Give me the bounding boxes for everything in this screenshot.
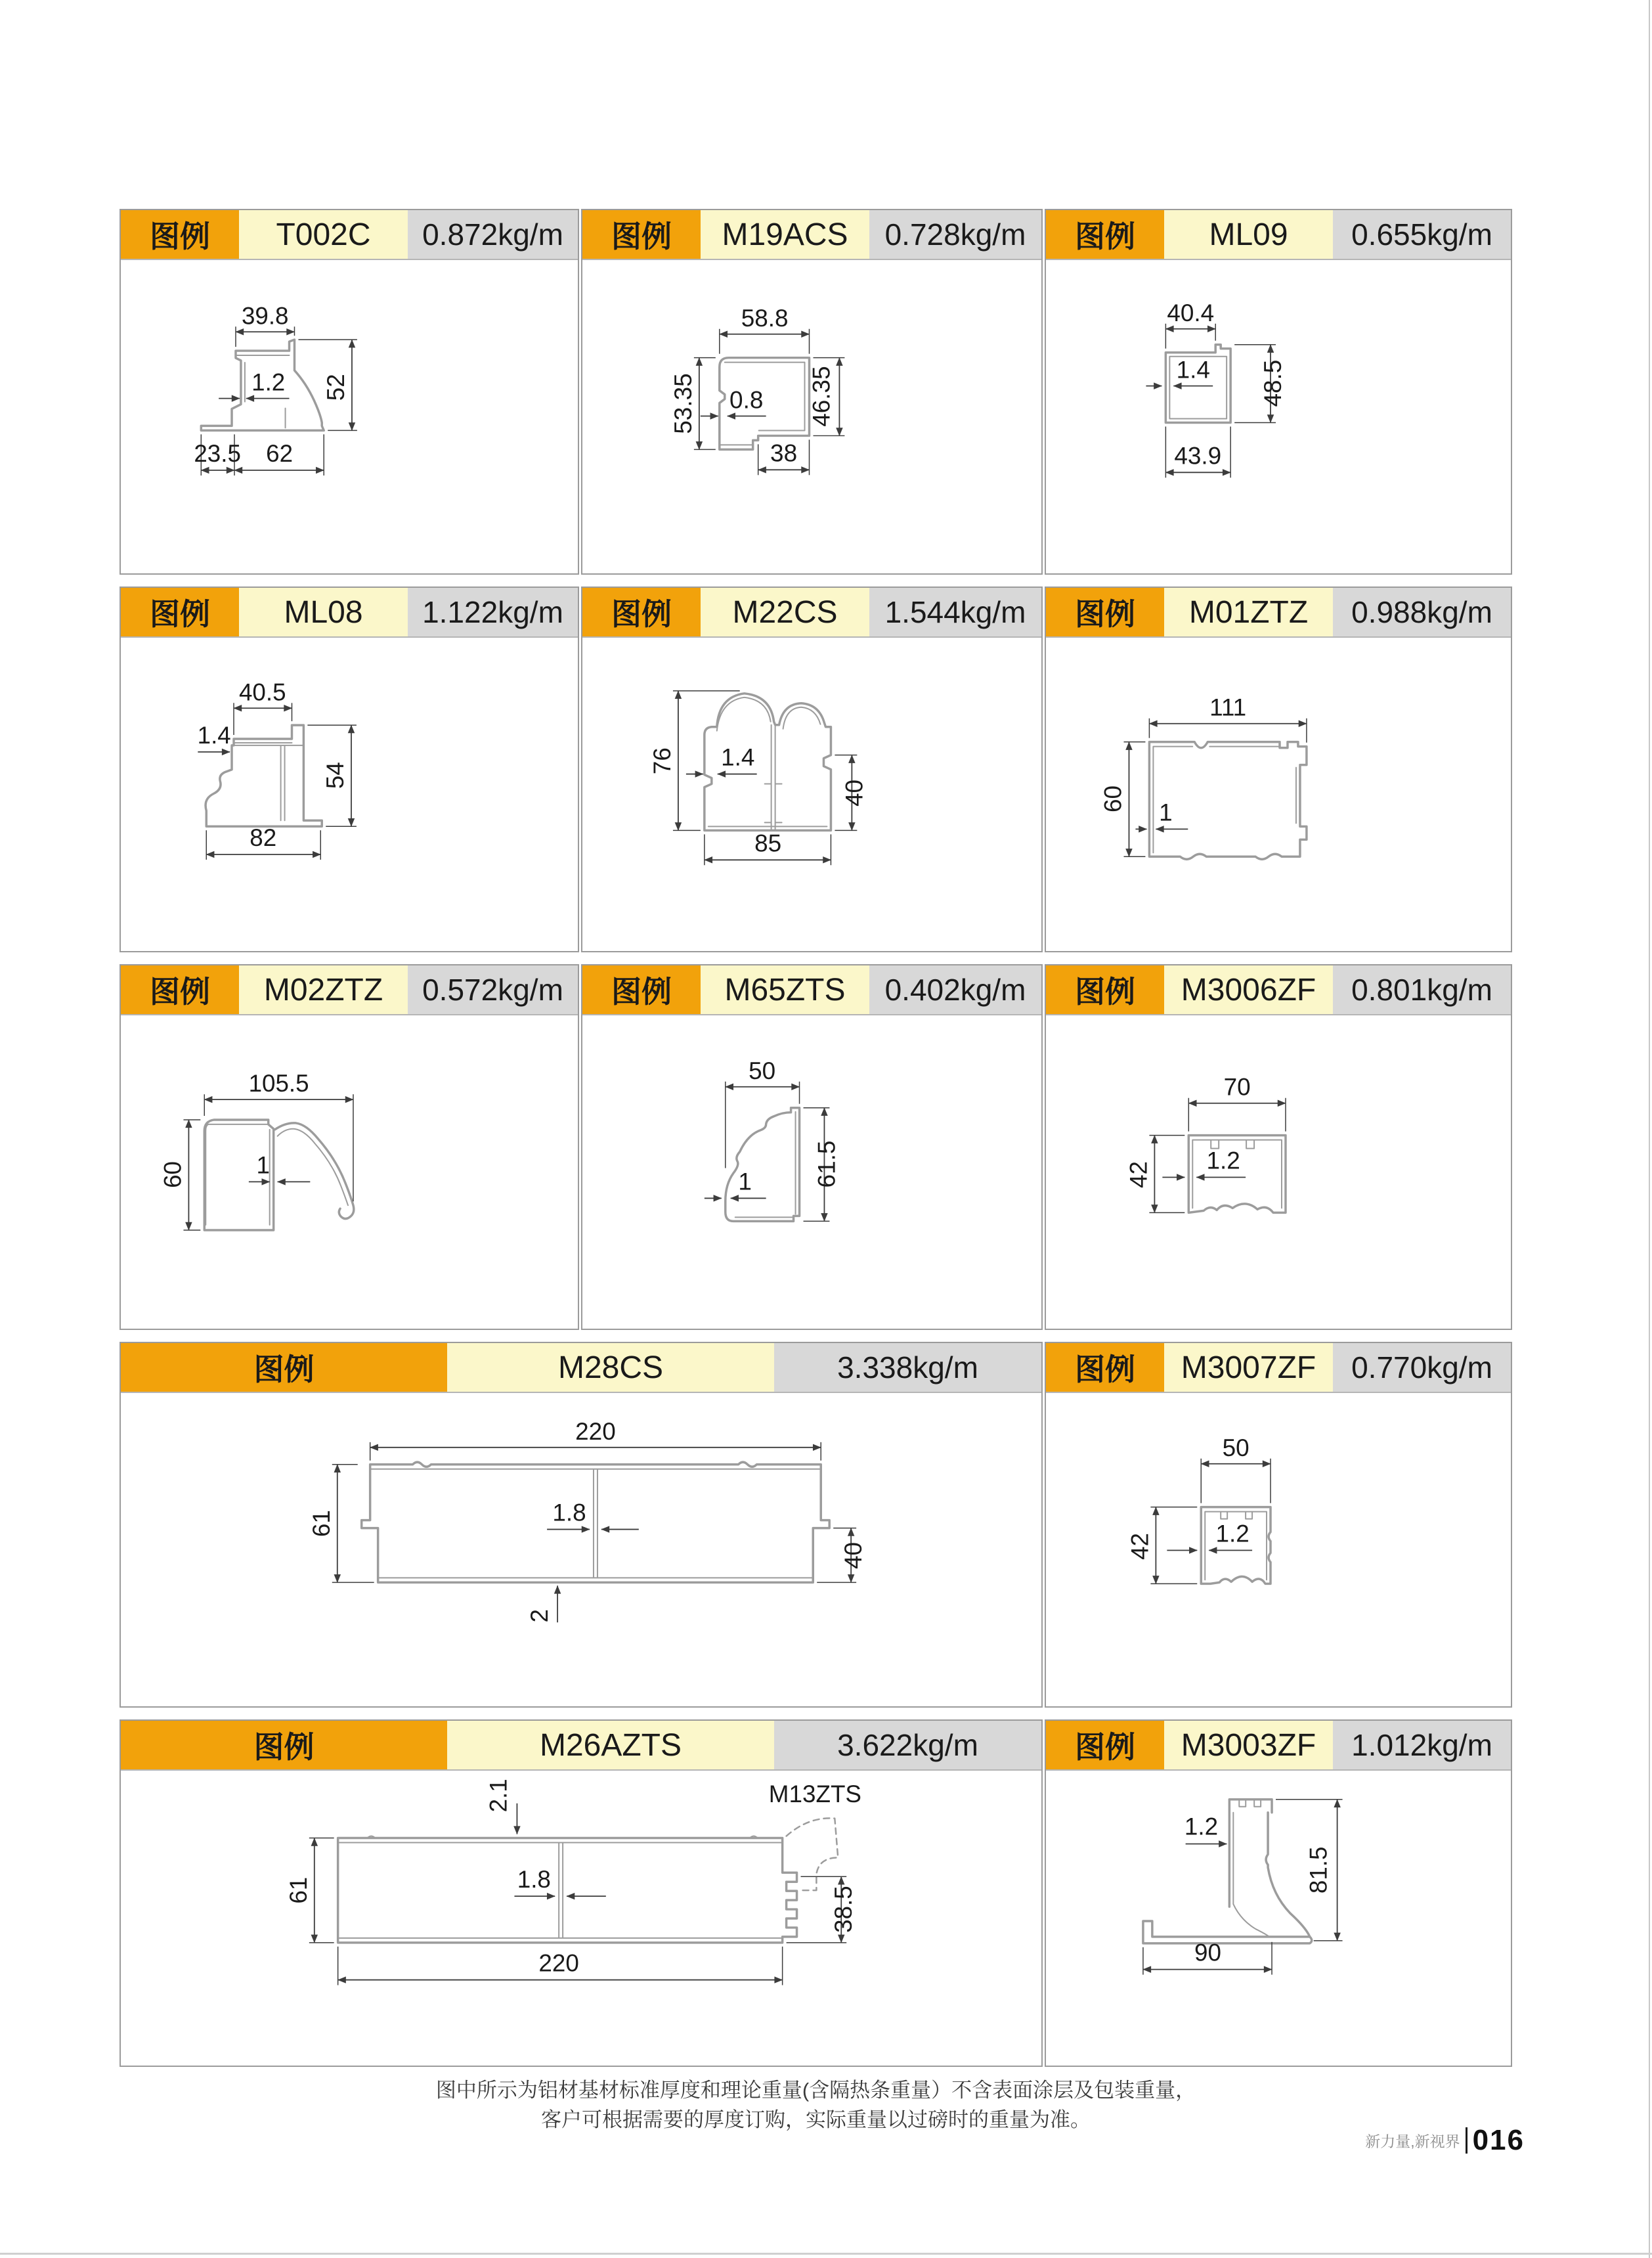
profile-cell-m26azts [120,1719,1043,2067]
dim-wall: 1.8 [517,1866,551,1893]
weight-value: 0.402kg/m [869,965,1041,1014]
profile-drawing-m3003zf [1046,1769,1511,2066]
model-code: M3003ZF [1164,1721,1333,1769]
model-code: M26AZTS [447,1721,774,1769]
dim-wall: 1 [738,1168,752,1195]
dim-bottom-left: 23.5 [194,440,241,468]
profile-cell-m3006zf [1045,964,1512,1330]
dimension-lines [1143,1800,1343,1975]
weight-value: 0.572kg/m [408,965,578,1014]
model-code: M19ACS [701,210,869,259]
legend-label: 图例 [1046,1721,1164,1769]
dim-top-wall: 2.1 [485,1779,512,1813]
profile-outline [1149,742,1307,860]
dim-right-height: 48.5 [1259,359,1286,407]
cell-header [1046,1721,1511,1771]
dim-wall: 1.2 [1215,1520,1250,1547]
drawing-area [121,259,578,573]
dimension-lines [194,302,357,476]
dimension-lines [1125,1074,1286,1213]
dim-right-height: 81.5 [1305,1846,1332,1894]
dim-wall: 1.4 [197,721,231,749]
dim-height: 52 [322,374,350,401]
dim-bottom-width: 62 [266,440,293,468]
profile-cell-t002c [120,209,579,575]
cell-header [1046,1343,1511,1393]
dim-wall: 1.2 [1206,1147,1240,1174]
legend-label: 图例 [121,1721,447,1769]
dimension-lines [649,691,867,865]
dim-right-height: 61.5 [813,1140,840,1188]
cell-header [1046,210,1511,260]
weight-value: 3.622kg/m [774,1721,1041,1769]
profile-drawing-m02ztz [121,1014,578,1329]
footer-line1: 图中所示为铝材基材标准厚度和理论重量(含隔热条重量）不含表面涂层及包装重量， [435,2079,1196,2102]
dimension-lines [1100,694,1307,857]
weight-value: 0.872kg/m [408,210,578,259]
weight-value: 1.012kg/m [1333,1721,1511,1769]
model-code: M3007ZF [1164,1343,1333,1392]
dim-top-width: 40.4 [1167,299,1215,326]
dim-bottom-width: 90 [1194,1939,1221,1966]
profile-outline [362,1462,830,1582]
page-footer-brand [1182,2124,1525,2157]
dim-right-height: 46.35 [808,366,835,427]
model-code: M01ZTZ [1164,588,1333,636]
dim-left-height: 61 [307,1510,335,1538]
cell-header [121,1721,1041,1771]
legend-label: 图例 [582,210,701,259]
profile-drawing-ml09 [1046,259,1511,573]
legend-label: 图例 [121,588,239,636]
dim-top-width: 111 [1209,694,1247,721]
profile-cell-m65zts [581,964,1043,1330]
profile-cell-ml09 [1045,209,1512,575]
profile-outline [338,1818,838,1942]
weight-value: 0.728kg/m [869,210,1041,259]
legend-label: 图例 [121,210,239,259]
profile-cell-m02ztz [120,964,579,1330]
dim-bottom-width: 38 [770,439,798,467]
legend-label: 图例 [1046,210,1164,259]
drawing-area [1046,1392,1511,1706]
cell-header [121,588,578,638]
dim-top-width: 39.8 [241,302,289,330]
dim-wall: 1 [256,1151,270,1179]
drawing-area [582,636,1041,951]
mating-profile-label: M13ZTS [768,1780,862,1807]
weight-value: 1.122kg/m [408,588,578,636]
dimension-lines [285,1779,861,1985]
profile-cell-m28cs [120,1342,1043,1708]
profile-drawing-m28cs [121,1392,1041,1706]
page-number: 016 [1472,2124,1525,2156]
drawing-area [121,636,578,951]
dim-top-width: 220 [575,1417,616,1445]
legend-label: 图例 [1046,1343,1164,1392]
dim-left-height: 60 [1099,785,1127,813]
model-code: M22CS [701,588,869,636]
dimension-lines [1126,1434,1271,1584]
dim-wall: 1.8 [552,1499,586,1526]
profile-drawing-m3007zf [1046,1392,1511,1706]
dimension-lines [1146,299,1286,478]
dim-left-height: 42 [1125,1161,1152,1189]
profile-cell-m01ztz [1045,587,1512,952]
dim-right-height: 38.5 [830,1886,858,1933]
dim-left-height: 60 [159,1161,186,1188]
cell-header [121,965,578,1015]
dim-wall: 1.2 [251,368,286,396]
dim-left-height: 61 [284,1876,312,1904]
weight-value: 0.988kg/m [1333,588,1511,636]
model-code: T002C [239,210,408,259]
profile-outline [1143,1800,1312,1943]
weight-value: 1.544kg/m [869,588,1041,636]
profile-cell-m3003zf [1045,1719,1512,2067]
brand-slogan: 新力量,新视界 [1365,2133,1460,2150]
weight-value: 3.338kg/m [774,1343,1041,1392]
brand-divider [1466,2127,1467,2154]
drawing-area [1046,1014,1511,1329]
dim-right-height: 40 [840,1541,867,1570]
profile-drawing-m19acs [582,259,1041,573]
dimension-lines [159,1070,353,1230]
dim-bottom-wall: 2 [526,1609,554,1623]
dim-left-height: 42 [1126,1532,1154,1561]
cell-header [582,210,1041,260]
drawing-area [121,1392,1041,1706]
dim-wall: 1.2 [1184,1813,1219,1840]
legend-label: 图例 [121,1343,447,1392]
drawing-area [1046,259,1511,573]
cell-header [582,588,1041,638]
weight-value: 0.770kg/m [1333,1343,1511,1392]
dim-bottom-width: 82 [250,824,277,852]
profile-drawing-m01ztz [1046,636,1511,951]
dim-bottom-width: 43.9 [1174,442,1222,470]
profile-drawing-m65zts [582,1014,1041,1329]
dimension-lines [198,678,357,860]
legend-label: 图例 [582,965,701,1014]
drawing-area [582,1014,1041,1329]
dim-left-height: 76 [648,747,676,775]
cell-header [121,210,578,260]
model-code: M65ZTS [701,965,869,1014]
profile-outline [726,1108,800,1222]
dim-top-width: 50 [1222,1434,1250,1461]
legend-label: 图例 [121,965,239,1014]
model-code: M3006ZF [1164,965,1333,1014]
dim-wall: 0.8 [729,386,764,414]
weight-value: 0.801kg/m [1333,965,1511,1014]
dim-wall: 1.4 [1176,356,1210,384]
drawing-area [121,1769,1041,2066]
legend-label: 图例 [1046,588,1164,636]
model-code: ML08 [239,588,408,636]
dim-top-width: 40.5 [238,678,286,706]
profile-drawing-m22cs [582,636,1041,951]
dim-left-height: 53.35 [669,373,697,434]
drawing-area [1046,636,1511,951]
profile-drawing-m3006zf [1046,1014,1511,1329]
dim-bottom-width: 220 [538,1949,579,1977]
dim-wall: 1 [1159,799,1173,826]
profile-drawing-m26azts [121,1769,1041,2066]
dimension-lines [308,1418,867,1623]
weight-value: 0.655kg/m [1333,210,1511,259]
profile-cell-ml08 [120,587,579,952]
profile-drawing-t002c [121,259,578,573]
profile-outline [204,1120,354,1230]
footer-line2: 客户可根据需要的厚度订购，实际重量以过磅时的重量为准。 [541,2108,1091,2131]
legend-label: 图例 [1046,965,1164,1014]
legend-label: 图例 [582,588,701,636]
dimension-lines [670,305,845,476]
profile-cell-m19acs [581,209,1043,575]
profile-cell-m22cs [581,587,1043,952]
dim-bottom-width: 85 [754,830,782,857]
model-code: M02ZTZ [239,965,408,1014]
drawing-area [121,1014,578,1329]
model-code: M28CS [447,1343,774,1392]
page-bottom-rule [0,2253,1652,2255]
profile-cell-m3007zf [1045,1342,1512,1708]
dim-right-height: 40 [840,779,868,807]
page-right-rule [1649,0,1650,2258]
cell-header [1046,588,1511,638]
dim-top-width: 50 [749,1057,776,1084]
dim-top-width: 70 [1223,1073,1251,1101]
drawing-area [582,259,1041,573]
cell-header [1046,965,1511,1015]
dim-top-width: 105.5 [248,1070,309,1097]
model-code: ML09 [1164,210,1333,259]
drawing-area [1046,1769,1511,2066]
dim-top-width: 58.8 [741,304,789,332]
cell-header [582,965,1041,1015]
cell-header [121,1343,1041,1393]
dim-right-height: 54 [322,762,349,789]
profile-drawing-ml08 [121,636,578,951]
dim-wall: 1.4 [721,743,755,771]
